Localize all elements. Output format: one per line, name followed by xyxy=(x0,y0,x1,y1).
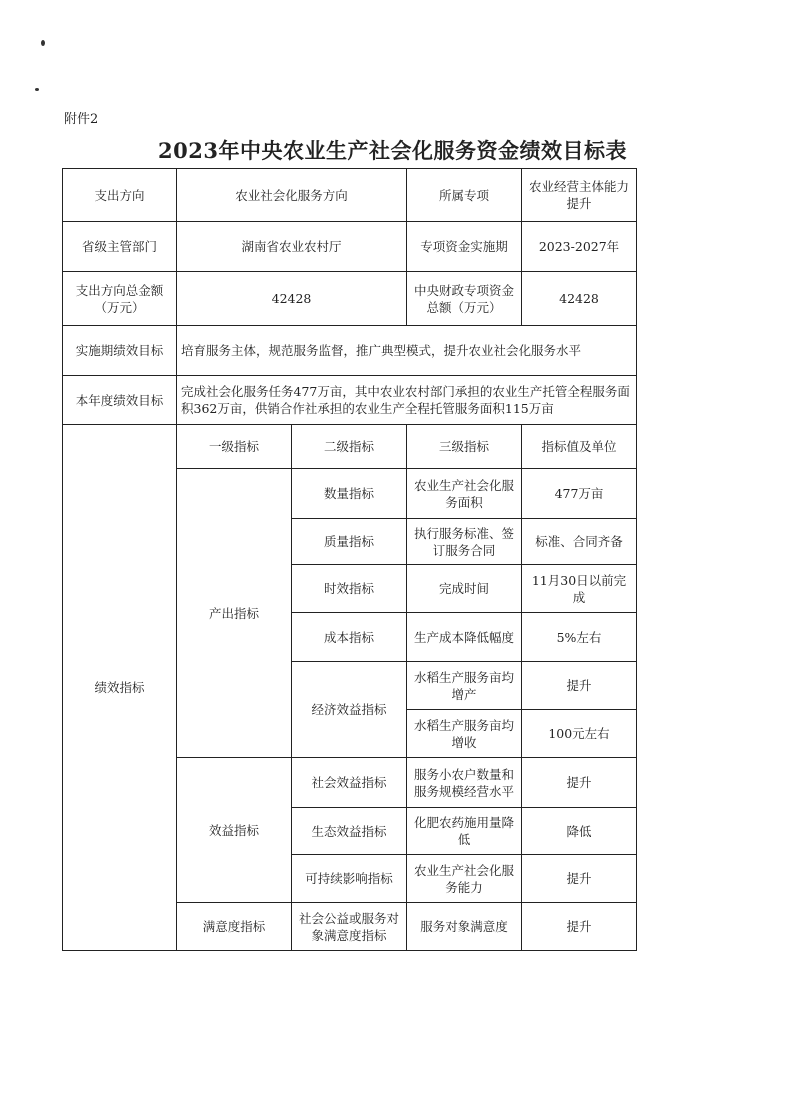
period-value: 2023-2027年 xyxy=(522,222,637,272)
level2-ecological: 生态效益指标 xyxy=(292,808,407,855)
performance-table xyxy=(62,168,637,951)
value-cell: 降低 xyxy=(522,808,637,855)
special-item-label: 所属专项 xyxy=(407,169,522,222)
level2-social: 社会效益指标 xyxy=(292,758,407,808)
level3-cell: 农业生产社会化服务面积 xyxy=(407,469,522,519)
level3-cell: 水稻生产服务亩均增产 xyxy=(407,662,522,710)
value-cell: 5%左右 xyxy=(522,613,637,662)
central-total-label: 中央财政专项资金总额（万元） xyxy=(407,272,522,326)
level2-quality: 质量指标 xyxy=(292,519,407,565)
total-amount-label: 支出方向总金额（万元） xyxy=(63,272,177,326)
level1-satisfaction: 满意度指标 xyxy=(177,903,292,951)
year-goal-value: 完成社会化服务任务477万亩，其中农业农村部门承担的农业生产托管全程服务面积362万亩，供销合作社承担的农业生产全程托管服务面积115万亩 xyxy=(177,376,637,425)
expense-direction-value: 农业社会化服务方向 xyxy=(177,169,407,222)
level1-benefit: 效益指标 xyxy=(177,758,292,903)
dept-label: 省级主管部门 xyxy=(63,222,177,272)
value-cell: 提升 xyxy=(522,855,637,903)
level3-cell: 服务小农户数量和服务规模经营水平 xyxy=(407,758,522,808)
expense-direction-label: 支出方向 xyxy=(63,169,177,222)
value-cell: 100元左右 xyxy=(522,710,637,758)
header-level3: 三级指标 xyxy=(407,425,522,469)
level3-cell: 执行服务标准、签订服务合同 xyxy=(407,519,522,565)
level2-quantity: 数量指标 xyxy=(292,469,407,519)
performance-indicator-label: 绩效指标 xyxy=(63,425,177,951)
scan-speck xyxy=(35,88,39,91)
level1-output: 产出指标 xyxy=(177,469,292,758)
value-cell: 提升 xyxy=(522,758,637,808)
value-cell: 11月30日以前完成 xyxy=(522,565,637,613)
header-level2: 二级指标 xyxy=(292,425,407,469)
level3-cell: 水稻生产服务亩均增收 xyxy=(407,710,522,758)
page-title: 2023年中央农业生产社会化服务资金绩效目标表 xyxy=(158,138,627,163)
header-level1: 一级指标 xyxy=(177,425,292,469)
total-amount-value: 42428 xyxy=(177,272,407,326)
value-cell: 477万亩 xyxy=(522,469,637,519)
year-goal-label: 本年度绩效目标 xyxy=(63,376,177,425)
scan-speck xyxy=(41,40,45,46)
level3-cell: 服务对象满意度 xyxy=(407,903,522,951)
period-goal-value: 培育服务主体，规范服务监督，推广典型模式，提升农业社会化服务水平 xyxy=(177,326,637,376)
special-item-value: 农业经营主体能力提升 xyxy=(522,169,637,222)
level2-timeliness: 时效指标 xyxy=(292,565,407,613)
value-cell: 标准、合同齐备 xyxy=(522,519,637,565)
level3-cell: 完成时间 xyxy=(407,565,522,613)
level3-cell: 农业生产社会化服务能力 xyxy=(407,855,522,903)
header-value: 指标值及单位 xyxy=(522,425,637,469)
level2-economic: 经济效益指标 xyxy=(292,662,407,758)
level2-cost: 成本指标 xyxy=(292,613,407,662)
value-cell: 提升 xyxy=(522,662,637,710)
attachment-label: 附件2 xyxy=(64,112,99,127)
dept-value: 湖南省农业农村厅 xyxy=(177,222,407,272)
level2-sustainable: 可持续影响指标 xyxy=(292,855,407,903)
period-goal-label: 实施期绩效目标 xyxy=(63,326,177,376)
period-label: 专项资金实施期 xyxy=(407,222,522,272)
value-cell: 提升 xyxy=(522,903,637,951)
level2-satisfaction: 社会公益或服务对象满意度指标 xyxy=(292,903,407,951)
central-total-value: 42428 xyxy=(522,272,637,326)
level3-cell: 化肥农药施用量降低 xyxy=(407,808,522,855)
level3-cell: 生产成本降低幅度 xyxy=(407,613,522,662)
